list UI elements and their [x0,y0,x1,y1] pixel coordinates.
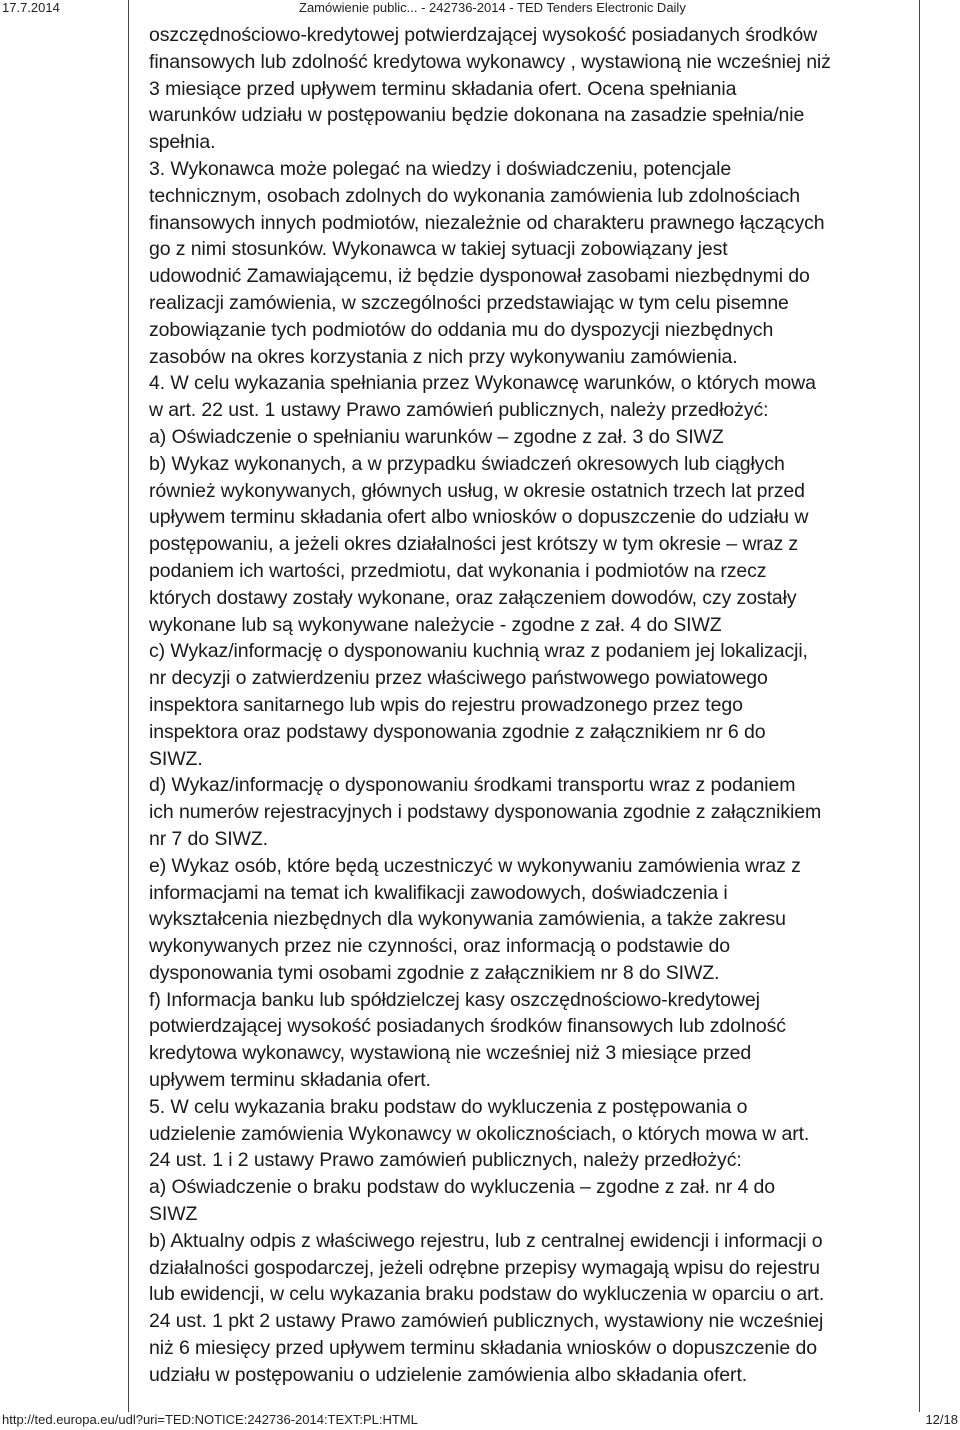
text-line: c) Wykaz/informację o dysponowaniu kuchnią wraz z podaniem jej lokalizacji, [149,640,808,663]
text-line: ich numerów rejestracyjnych i podstawy dysponowania zgodnie z załącznikiem [149,801,822,824]
text-line: b) Aktualny odpis z właściwego rejestru, lub z centralnej ewidencji i informacji o [149,1229,823,1252]
text-line: udzielenie zamówienia Wykonawcy w okolicznościach, o których mowa w art. [149,1122,810,1145]
text-line: a) Oświadczenie o braku podstaw do wykluczenia – zgodne z zał. nr 4 do [149,1176,776,1199]
text-line: udziału w postępowaniu o udzielenie zamówienia albo składania ofert. [149,1363,748,1386]
text-line: niż 6 miesięcy przed upływem terminu składania wniosków o dopuszczenie do [149,1337,817,1360]
text-line: d) Wykaz/informację o dysponowaniu środkami transportu wraz z podaniem [149,774,796,797]
text-line: a) Oświadczenie o spełnianiu warunków – zgodne z zał. 3 do SIWZ [149,425,724,448]
text-line: wykonane lub są wykonywane należycie - zgodne z zał. 4 do SIWZ [149,613,722,636]
text-line: b) Wykaz wykonanych, a w przypadku świadczeń okresowych lub ciągłych [149,452,785,475]
text-line: SIWZ [149,1203,198,1226]
footer-url: http://ted.europa.eu/udl?uri=TED:NOTICE:242736-2014:TEXT:PL:HTML [2,1412,418,1427]
text-line: finansowych lub zdolność kredytowa wykonawcy , wystawioną nie wcześniej niż [149,50,831,73]
text-line: dysponowania tymi osobami zgodnie z załącznikiem nr 8 do SIWZ. [149,961,720,984]
text-line: upływem terminu składania ofert. [149,1069,431,1092]
text-line: udowodnić Zamawiającemu, iż będzie dysponował zasobami niezbędnymi do [149,265,810,288]
text-line: potwierdzającej wysokość posiadanych środków finansowych lub zdolność [149,1015,786,1038]
text-line: zobowiązanie tych podmiotów do oddania mu do dyspozycji niezbędnych [149,318,774,341]
text-line: go z nimi stosunków. Wykonawca w takiej sytuacji zobowiązany jest [149,238,728,261]
text-line: technicznym, osobach zdolnych do wykonania zamówienia lub zdolnościach [149,184,800,207]
print-date: 17.7.2014 [2,0,60,15]
text-line: zasobów na okres korzystania z nich przy wykonywaniu zamówienia. [149,345,738,368]
text-line: postępowaniu, a jeżeli okres działalności jest krótszy w tym okresie – wraz z [149,533,799,556]
text-line: 5. W celu wykazania braku podstaw do wykluczenia z postępowania o [149,1095,748,1118]
text-line: wykształcenia niezbędnych dla wykonywania zamówienia, a także zakresu [149,908,786,931]
text-line: inspektora sanitarnego lub wpis do rejestru prowadzonego przez tego [149,693,743,716]
text-line: 3 miesiące przed upływem terminu składania ofert. Ocena spełniania [149,77,737,100]
page-number: 12/18 [925,1412,958,1427]
document-body [149,22,919,1389]
text-line: podaniem ich wartości, przedmiotu, dat wykonania i podmiotów na rzecz [149,559,767,582]
text-line: e) Wykaz osób, które będą uczestniczyć w wykonywaniu zamówienia wraz z [149,854,801,877]
text-line: 3. Wykonawca może polegać na wiedzy i doświadczeniu, potencjale [149,157,732,180]
text-line: warunków udziału w postępowaniu będzie dokonana na zasadzie spełnia/nie [149,104,805,127]
text-line: również wykonywanych, głównych usług, w okresie ostatnich trzech lat przed [149,479,805,502]
text-line: nr decyzji o zatwierdzeniu przez właściwego państwowego powiatowego [149,667,768,690]
text-line: spełnia. [149,131,216,154]
text-line: upływem terminu składania ofert albo wniosków o dopuszczenie do udziału w [149,506,809,529]
text-line: nr 7 do SIWZ. [149,827,268,850]
text-line: 4. W celu wykazania spełniania przez Wykonawcę warunków, o których mowa [149,372,816,395]
text-line: realizacji zamówienia, w szczególności przedstawiając w tym celu pisemne [149,291,789,314]
page-title: Zamówienie public... - 242736-2014 - TED Tenders Electronic Daily [299,0,686,15]
text-line: kredytowa wykonawcy, wystawioną nie wcześniej niż 3 miesiące przed [149,1042,752,1065]
text-line: oszczędnościowo-kredytowej potwierdzającej wysokość posiadanych środków [149,24,818,46]
text-line: wykonywanych przez nie czynności, oraz informacją o podstawie do [149,935,731,958]
text-line: 24 ust. 1 pkt 2 ustawy Prawo zamówień publicznych, wystawiony nie wcześniej [149,1310,824,1333]
text-line: działalności gospodarczej, jeżeli odrębne przepisy wymagają wpisu do rejestru [149,1256,820,1279]
text-line: SIWZ. [149,747,203,770]
text-line: inspektora oraz podstawy dysponowania zgodnie z załącznikiem nr 6 do [149,720,766,743]
text-line: 24 ust. 1 i 2 ustawy Prawo zamówień publicznych, należy przedłożyć: [149,1149,742,1172]
text-line: w art. 22 ust. 1 ustawy Prawo zamówień publicznych, należy przedłożyć: [149,399,769,422]
text-line: f) Informacja banku lub spółdzielczej kasy oszczędnościowo-kredytowej [149,988,760,1011]
text-line: lub ewidencji, w celu wykazania braku podstaw do wykluczenia w oparciu o art. [149,1283,825,1306]
text-line: których dostawy zostały wykonane, oraz załączeniem dowodów, czy zostały [149,586,797,609]
text-line: finansowych innych podmiotów, niezależnie od charakteru prawnego łączących [149,211,825,234]
text-line: informacjami na temat ich kwalifikacji zawodowych, doświadczenia i [149,881,728,904]
